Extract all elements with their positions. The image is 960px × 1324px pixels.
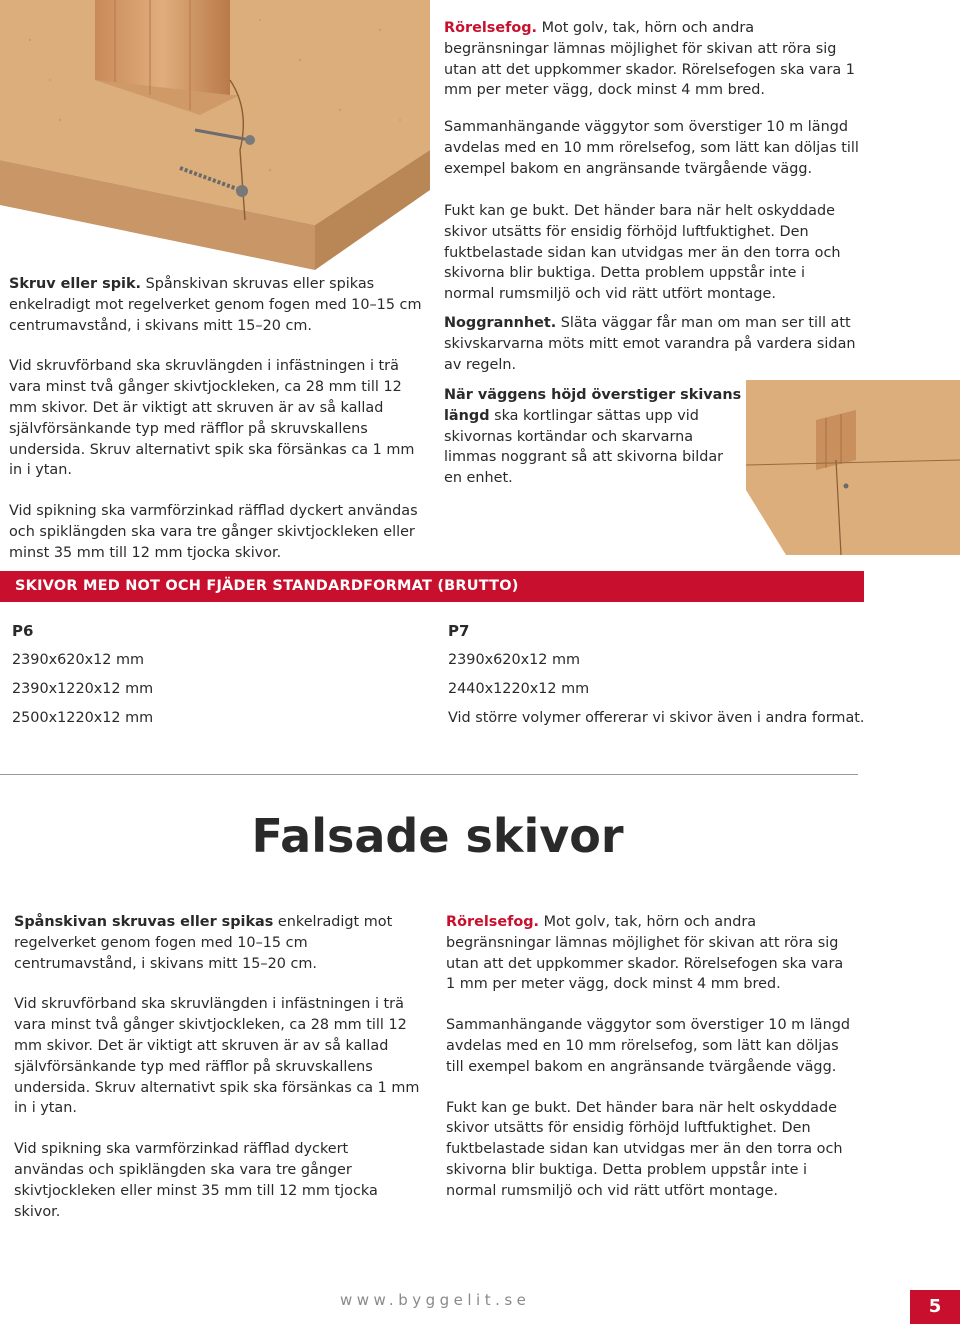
continuous-wall-text: Sammanhängande väggytor som överstiger 10 m längd avdelas med en 10 mm rörelsefog, som lätt kan döljas till exempel bakom en angränsande tvärgående vägg. <box>444 119 859 177</box>
format-p7-item: 2440x1220x12 mm <box>448 681 590 697</box>
movement-joint-lead-bottom: Rörelsefog. <box>446 914 539 930</box>
nailing-text: Vid spikning ska varmförzinkad räfflad dyckert användas och spiklängden ska vara tre gånger skivtjockleken eller minst 35 mm till 12 mm tjocka skivor. <box>9 503 418 561</box>
format-p6-title: P6 <box>12 622 34 640</box>
nailing-text-bottom: Vid spikning ska varmförzinkad räfflad dyckert användas och spiklängden ska vara tre gånger skivtjockleken eller minst 35 mm till 12 mm tjocka skivor. <box>14 1141 378 1220</box>
continuous-wall-paragraph <box>444 117 860 179</box>
movement-joint-lead: Rörelsefog. <box>444 20 537 36</box>
section-divider <box>0 774 858 775</box>
continuous-wall-paragraph-bottom <box>446 1015 854 1077</box>
wall-height-text: ska kortlingar sättas upp vid skivornas kortändar och skarvarna limmas noggrant så att skivorna bildar en enhet. <box>444 407 724 487</box>
accuracy-text: Släta väggar får man om man ser till att skivskarvarna möts mitt emot varandra på vardera sidan av regeln. <box>444 314 856 373</box>
moisture-paragraph <box>444 201 856 305</box>
top-right-column <box>444 18 860 194</box>
wall-height-lead: När väggens höjd överstiger skivans längd <box>444 387 742 424</box>
format-p6-item: 2390x620x12 mm <box>12 652 145 668</box>
screw-joint-paragraph <box>9 356 427 481</box>
format-p7-title: P7 <box>448 622 470 640</box>
movement-joint-text-bottom: Mot golv, tak, hörn och andra begränsningar lämnas möjlighet för skivan att röra sig utan att det uppkommer skador. Rörelsefogen ska vara 1 mm per meter vägg, dock minst 4 mm bred. <box>446 914 844 993</box>
format-p7-item: Vid större volymer offererar vi skivor även i andra format. <box>448 710 865 726</box>
continuous-wall-text-bottom: Sammanhängande väggytor som överstiger 10 m längd avdelas med en 10 mm rörelsefog, som lätt kan döljas till exempel bakom en angränsande tvärgående vägg. <box>446 1017 850 1075</box>
kortling-illustration <box>746 380 960 555</box>
movement-joint-paragraph <box>444 18 860 101</box>
footer-url-link[interactable]: www.byggelit.se <box>340 1291 531 1309</box>
wall-height-block <box>444 385 744 503</box>
moisture-text: Fukt kan ge bukt. Det händer bara när helt oskyddade skivor utsätts för ensidig förhöjd luftfuktighet. Den fuktbelastade sidan kan utvidgas mer än den torra och skivorna blir buktiga. Detta problem uppstår inte i normal rumsmiljö och vid rätt utfört montage. <box>444 203 841 303</box>
top-right-column-lower <box>444 201 856 383</box>
screw-or-nail-text: Spånskivan skruvas eller spikas enkelradigt mot regelverket genom fogen med 10–15 cm centrumavstånd, i skivans mitt 15–20 cm. <box>9 276 422 334</box>
fastening-lead: Spånskivan skruvas eller spikas <box>14 914 274 930</box>
kortling-svg <box>746 380 960 555</box>
fastening-text: enkelradigt mot regelverket genom fogen med 10–15 cm centrumavstånd, i skivans mitt 15–20 cm. <box>14 914 393 972</box>
top-left-column <box>9 274 427 578</box>
format-p7-item: 2390x620x12 mm <box>448 652 581 668</box>
format-p7 <box>448 620 868 729</box>
nailing-paragraph <box>9 501 427 563</box>
board-screw-illustration <box>0 0 430 270</box>
screw-or-nail-lead: Skruv eller spik. <box>9 276 141 292</box>
movement-joint-paragraph-bottom <box>446 912 854 995</box>
screw-joint-paragraph-bottom <box>14 994 422 1119</box>
format-p6-item: 2500x1220x12 mm <box>12 710 154 726</box>
screw-or-nail-paragraph <box>9 274 427 336</box>
screw-joint-text-bottom: Vid skruvförband ska skruvlängden i infästningen i trä vara minst två gånger skivtjockleken, ca 28 mm till 12 mm skivor. Det är viktigt att skruven är av så kallad självförsänkande typ med räfflor på skruvskallens undersida. Skruv alternativt spik ska försänkas ca 1 mm in i ytan. <box>14 996 420 1117</box>
page-number: 5 <box>910 1290 960 1324</box>
moisture-text-bottom: Fukt kan ge bukt. Det händer bara när helt oskyddade skivor utsätts för ensidig förhöjd luftfuktighet. Den fuktbelastade sidan kan utvidgas mer än den torra och skivorna blir buktiga. Detta problem uppstår inte i normal rumsmiljö och vid rätt utfört montage. <box>446 1099 843 1199</box>
bottom-right-column <box>446 912 854 1216</box>
standard-format-banner: SKIVOR MED NOT OCH FJÄDER STANDARDFORMAT (BRUTTO) <box>0 571 864 602</box>
moisture-paragraph-bottom <box>446 1098 854 1202</box>
accuracy-paragraph <box>444 313 856 375</box>
format-p6-item: 2390x1220x12 mm <box>12 681 154 697</box>
section-title: Falsade skivor <box>251 809 624 863</box>
movement-joint-text: Mot golv, tak, hörn och andra begränsningar lämnas möjlighet för skivan att röra sig utan att det uppkommer skador. Rörelsefogen ska vara 1 mm per meter vägg, dock minst 4 mm bred. <box>444 20 855 99</box>
format-p6 <box>12 620 412 729</box>
wall-height-paragraph <box>444 385 744 489</box>
bottom-left-column <box>14 912 422 1236</box>
fastening-paragraph <box>14 912 422 974</box>
screw-joint-text: Vid skruvförband ska skruvlängden i infästningen i trä vara minst två gånger skivtjockleken, ca 28 mm till 12 mm skivor. Det är viktigt att skruven är av så kallad självförsänkande typ med räfflor på skruvskallens undersida. Skruv alternativt spik ska försänkas ca 1 mm in i ytan. <box>9 358 415 479</box>
nailing-paragraph-bottom <box>14 1139 422 1222</box>
accuracy-lead: Noggrannhet. <box>444 314 557 331</box>
board-screw-svg <box>0 0 430 270</box>
